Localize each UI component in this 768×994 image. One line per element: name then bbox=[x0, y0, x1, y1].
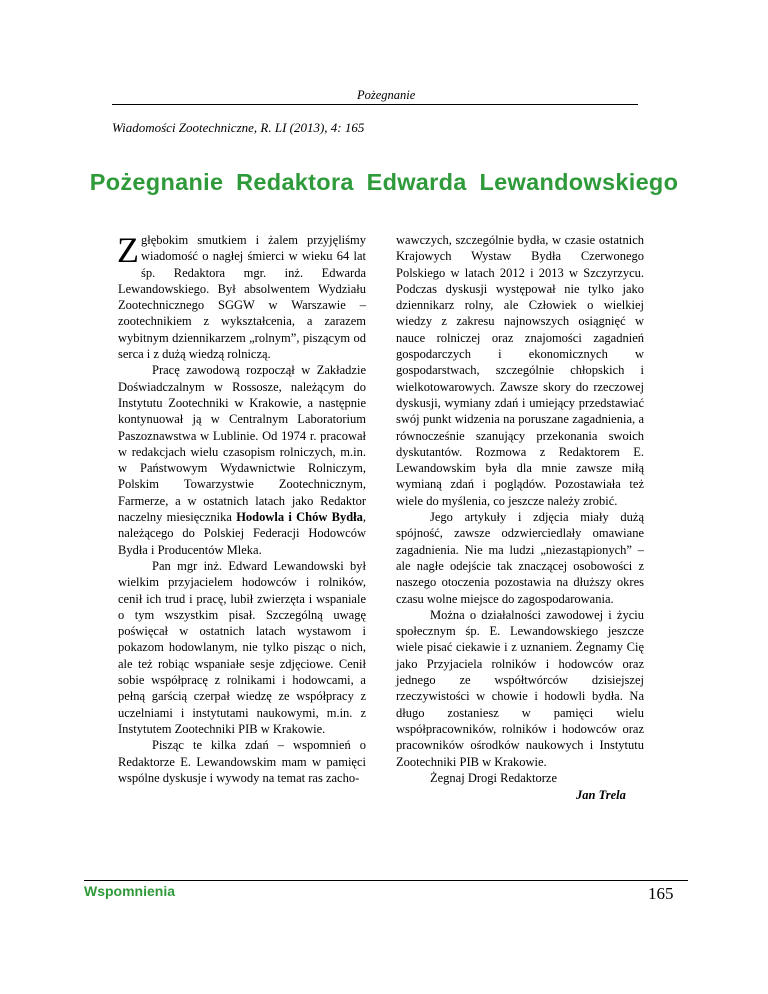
drop-cap: Z bbox=[117, 230, 139, 270]
paragraph: Jego artykuły i zdjęcia miały dużą spójność, zawsze odzwierciedlały omawiane zagadnienia. Nie ma ludzi „niezastąpionych” – ale nagłe odejście tak znaczącej osobowości z naszego otoczenia pozostawia na dłuższy okres czasu wolne miejsce do zagospodarowania. bbox=[396, 510, 644, 606]
right-column bbox=[396, 232, 644, 786]
paragraph: wawczych, szczególnie bydła, w czasie ostatnich Krajowych Wystaw Bydła Czerwonego Polskiego w latach 2012 i 2013 w Szczyrzycu. Podczas dyskusji występował nie tylko jako dziennikarz rolny, ale Człowiek o wielkiej wiedzy z zakresu najnowszych osiągnięć w nauce rolniczej oraz znajomości zagadnień gospodarczych i ekonomicznych w gospodarstwach, szczególnie chłopskich i wielkotowarowych. Zawsze skory do rzeczowej dyskusji, wymiany zdań i umiejący przedstawiać swój punkt widzenia na poruszane zagadnienia, a równocześnie szanujący przekonania swoich dyskutantów. Rozmowa z Redaktorem E. Lewandowskim była dla mnie zawsze miłą wymianą zdań i poglądów. Pozostawiała też wiele do myślenia, co jeszcze należy zrobić. bbox=[396, 233, 644, 508]
paragraph: Można o działalności zawodowej i życiu społecznym śp. E. Lewandowskiego jeszcze wiele pisać ciekawie i z uznaniem. Żegnamy Cię jako Przyjaciela rolników i hodowców oraz jednego ze współtwórców dzisiejszej rzeczywistości w chowie i hodowli bydła. Na długo zostaniesz w pamięci wielu współpracowników, rolników i hodowców oraz pracowników ośrodków naukowych i Instytutu Zootechniki PIB w Krakowie. bbox=[396, 607, 644, 769]
left-column bbox=[118, 232, 366, 786]
paragraph: Pan mgr inż. Edward Lewandowski był wielkim przyjacielem hodowców i rolników, cenił ich trud i pracę, lubił zwierzęta i wspaniale o tym wszystkim pisał. Szczególną uwagę poświęcał w ostatnich latach wystawom i pokazom hodowlanym, nie tylko pisząc o nich, ale też robiąc wspaniałe sesje zdjęciowe. Cenił sobie współpracę z rolnikami i hodowcami, a pełną garścią czerpał wiedzę ze współpracy z uczelniami i instytutami naukowymi, m.in. z Instytutem Zootechniki PIB w Krakowie. bbox=[118, 558, 366, 736]
paragraph: Z głębokim smutkiem i żalem przyjęliśmy wiadomość o nagłej śmierci w wieku 64 lat śp. Redaktora mgr. inż. Edwarda Lewandowskiego. Był absolwentem Wydziału Zootechnicznego SGGW w Warszawie – zootechnikiem z wykształcenia, a zarazem wybitnym dziennikarzem „rolnym”, piszącym od serca i z dużą wiedzą rolniczą. bbox=[117, 230, 366, 362]
author-signature: Jan Trela bbox=[576, 788, 626, 802]
section-name: Wspomnienia bbox=[84, 883, 176, 899]
magazine-name: Hodowla i Chów Bydła bbox=[236, 510, 363, 525]
journal-reference: Wiadomości Zootechniczne, R. LI (2013), 4: 165 bbox=[112, 120, 365, 135]
paragraph: Pracę zawodową rozpoczął w Zakładzie Doświadczalnym w Rossosze, należącym do Instytutu Zootechniki w Krakowie, a następnie kontynuował ją w Centralnym Laboratorium Paszoznawstwa w Lublinie. Od 1974 r. pracował w redakcjach wielu czasopism rolniczych, m.in. w Państwowym Wydawnictwie Rolniczym, Polskim Towarzystwie Zootechnicznym, Farmerze, a w ostatnich latach jako Redaktor naczelny miesięcznika Hodowla i Chów Bydła, należącego do Polskiej Federacji Hodowców Bydła i Producentów Mleka. bbox=[118, 363, 366, 557]
article-title: Pożegnanie Redaktora Edwarda Lewandowskiego bbox=[89, 169, 679, 195]
paragraph: Pisząc te kilka zdań – wspomnień o Redaktorze E. Lewandowskim mam w pamięci wspólne dyskusje i wywody na temat ras zacho- bbox=[118, 738, 366, 785]
header-rule bbox=[112, 104, 638, 105]
page-number: 165 bbox=[648, 884, 674, 903]
paragraph: Żegnaj Drogi Redaktorze bbox=[430, 770, 558, 785]
footer-rule bbox=[84, 880, 688, 881]
